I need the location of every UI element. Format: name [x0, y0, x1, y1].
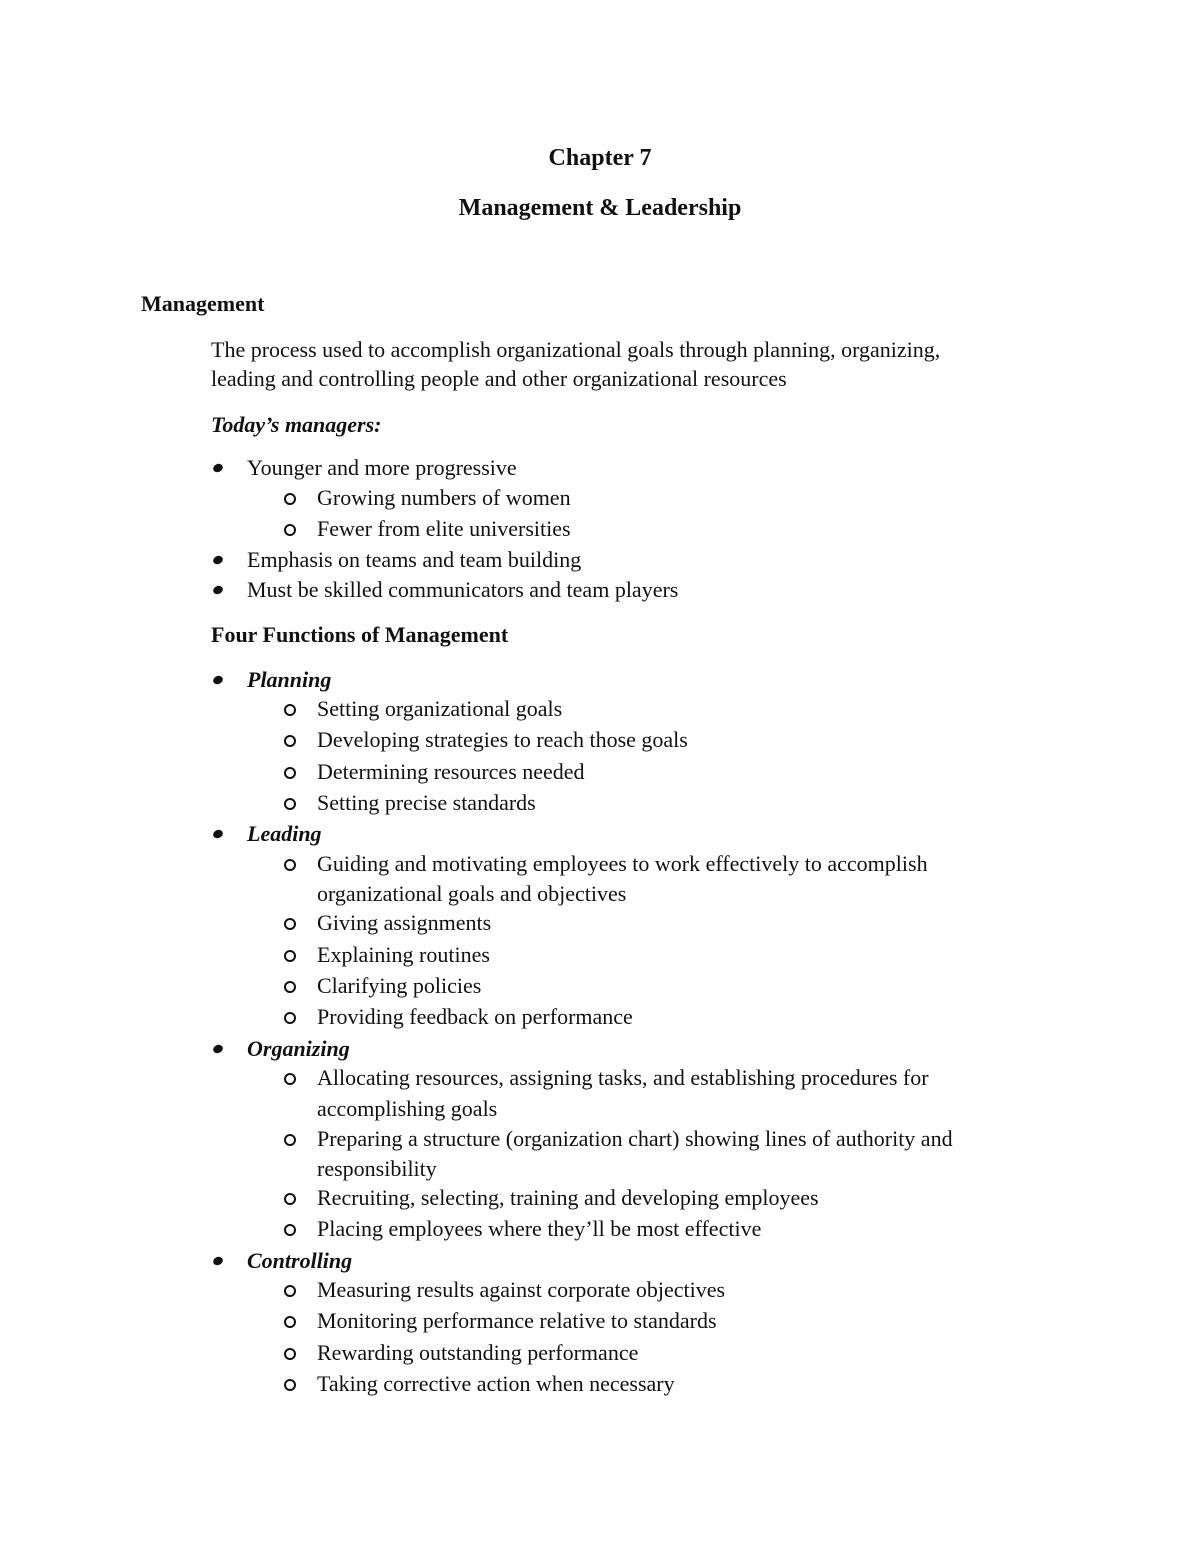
list-item: Guiding and motivating employees to work effectively to accomplish — [317, 851, 928, 876]
circle-bullet-icon — [284, 1285, 296, 1297]
list-item: Recruiting, selecting, training and developing employees — [317, 1185, 819, 1210]
circle-bullet-icon — [284, 1348, 296, 1360]
chapter-title: Chapter 7 — [548, 145, 652, 171]
circle-bullet-icon — [284, 1134, 296, 1146]
functions-heading: Four Functions of Management — [211, 622, 509, 647]
list-item: Determining resources needed — [317, 759, 585, 784]
list-item: Must be skilled communicators and team players — [247, 577, 679, 602]
controlling-label: Controlling — [247, 1248, 353, 1273]
circle-bullet-icon — [284, 859, 296, 871]
bullet-icon — [212, 462, 224, 473]
circle-bullet-icon — [284, 735, 296, 747]
list-item: Rewarding outstanding performance — [317, 1340, 639, 1365]
circle-bullet-icon — [284, 950, 296, 962]
bullet-icon — [212, 828, 224, 839]
list-item: Preparing a structure (organization chart) showing lines of authority and — [317, 1126, 953, 1151]
list-item: Giving assignments — [317, 910, 492, 935]
document-subtitle: Management & Leadership — [458, 195, 742, 221]
circle-bullet-icon — [284, 1193, 296, 1205]
bullet-icon — [212, 1255, 224, 1266]
circle-bullet-icon — [284, 798, 296, 810]
planning-label: Planning — [247, 667, 332, 692]
list-item-continuation: responsibility — [317, 1156, 437, 1181]
bullet-icon — [212, 674, 224, 685]
circle-bullet-icon — [284, 918, 296, 930]
management-definition-line-1: The process used to accomplish organizational goals through planning, organizing, — [211, 337, 941, 362]
list-item: Allocating resources, assigning tasks, and establishing procedures for — [317, 1065, 929, 1090]
leading-label: Leading — [247, 821, 322, 846]
bullet-icon — [212, 554, 224, 565]
list-item: Fewer from elite universities — [317, 516, 571, 541]
list-item: Younger and more progressive — [247, 455, 517, 480]
circle-bullet-icon — [284, 493, 296, 505]
list-item: Placing employees where they’ll be most effective — [317, 1216, 762, 1241]
list-item: Setting precise standards — [317, 790, 536, 815]
list-item: Measuring results against corporate objectives — [317, 1277, 726, 1302]
list-item: Emphasis on teams and team building — [247, 547, 582, 572]
circle-bullet-icon — [284, 524, 296, 536]
circle-bullet-icon — [284, 981, 296, 993]
circle-bullet-icon — [284, 704, 296, 716]
list-item: Monitoring performance relative to standards — [317, 1308, 717, 1333]
organizing-label: Organizing — [247, 1036, 350, 1061]
list-item: Setting organizational goals — [317, 696, 563, 721]
list-item: Providing feedback on performance — [317, 1004, 633, 1029]
circle-bullet-icon — [284, 1012, 296, 1024]
bullet-icon — [212, 1043, 224, 1054]
circle-bullet-icon — [284, 767, 296, 779]
bullet-icon — [212, 584, 224, 595]
circle-bullet-icon — [284, 1224, 296, 1236]
management-definition-line-2: leading and controlling people and other organizational resources — [211, 366, 787, 391]
circle-bullet-icon — [284, 1316, 296, 1328]
management-heading: Management — [141, 291, 265, 316]
list-item-continuation: organizational goals and objectives — [317, 881, 627, 906]
list-item-continuation: accomplishing goals — [317, 1096, 498, 1121]
list-item: Clarifying policies — [317, 973, 482, 998]
list-item: Explaining routines — [317, 942, 490, 967]
circle-bullet-icon — [284, 1073, 296, 1085]
list-item: Taking corrective action when necessary — [317, 1371, 675, 1396]
list-item: Growing numbers of women — [317, 485, 571, 510]
list-item: Developing strategies to reach those goals — [317, 727, 688, 752]
circle-bullet-icon — [284, 1379, 296, 1391]
todays-managers-label: Today’s managers: — [211, 412, 382, 437]
